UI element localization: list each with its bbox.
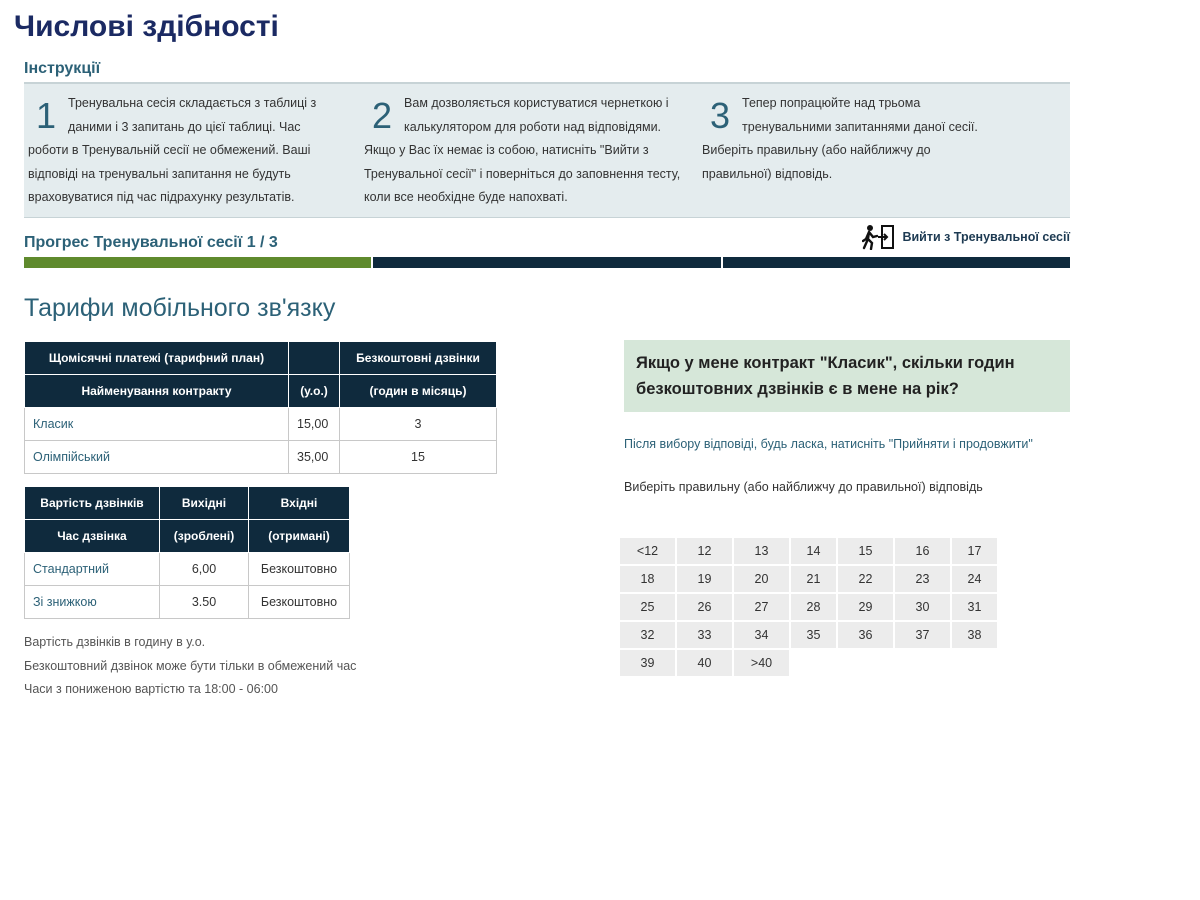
answer-option[interactable]: 39 <box>620 650 675 676</box>
progress-segment <box>723 257 1070 268</box>
table-header: Найменування контракту <box>25 375 289 408</box>
table-header: Безкоштовні дзвінки <box>340 342 497 375</box>
table-header-row <box>25 487 350 520</box>
table-header: Час дзвінка <box>25 520 160 553</box>
table-header: (отримані) <box>249 520 350 553</box>
progress-segment <box>373 257 720 268</box>
table-cell: Безкоштовно <box>249 586 350 619</box>
exit-door-icon <box>862 224 896 250</box>
answer-option[interactable]: 31 <box>952 594 997 620</box>
table-row <box>25 408 497 441</box>
table-cell: 3.50 <box>160 586 249 619</box>
tariff-table <box>24 341 497 474</box>
answer-option[interactable]: 25 <box>620 594 675 620</box>
choose-answer-label: Виберіть правильну (або найближчу до правильної) відповідь <box>624 480 983 494</box>
instruction-number: 2 <box>372 95 393 136</box>
table-header-row <box>25 375 497 408</box>
progress-bar <box>24 257 1070 268</box>
exit-session-link[interactable] <box>862 224 1070 250</box>
instruction-text: Вам дозволяється користуватися чернеткою і калькулятором для роботи над відповідями. Якщо у Вас їх немає із собою, натисніть "Вийти з Тренувальної сесії" і поверніться до заповнення тесту, коли все необхідне буде напохваті. <box>364 96 681 204</box>
table-cell: Безкоштовно <box>249 553 350 586</box>
answer-option[interactable]: 12 <box>677 538 732 564</box>
table-cell: 15 <box>340 441 497 474</box>
table-cell: Зі знижкою <box>25 586 160 619</box>
answer-option[interactable]: <12 <box>620 538 675 564</box>
table-header: (годин в місяць) <box>340 375 497 408</box>
progress-title: Прогрес Тренувальної сесії 1 / 3 <box>24 234 278 251</box>
answer-option[interactable]: 28 <box>791 594 836 620</box>
instruction-3 <box>702 92 1002 186</box>
data-title: Тарифи мобільного зв'язку <box>24 294 336 322</box>
answer-option[interactable]: 27 <box>734 594 789 620</box>
table-header: Вартість дзвінків <box>25 487 160 520</box>
instruction-text: Тренувальна сесія складається з таблиці з даними і 3 запитань до цієї таблиці. Час роботи в Тренувальній сесії не обмежений. Ваші відповіді на тренувальні запитання не будуть враховуватися під час підрахунку результатів. <box>28 96 317 204</box>
answer-option[interactable]: 29 <box>838 594 893 620</box>
table-notes <box>24 631 356 702</box>
answer-option[interactable]: 34 <box>734 622 789 648</box>
note: Безкоштовний дзвінок може бути тільки в обмежений час <box>24 658 357 673</box>
instruction-number: 3 <box>710 95 731 136</box>
answer-option[interactable]: 13 <box>734 538 789 564</box>
table-row <box>25 441 497 474</box>
page-title: Числові здібності <box>14 10 279 43</box>
table-row <box>25 586 350 619</box>
table-cell: Стандартний <box>25 553 160 586</box>
table-header: Вихідні <box>160 487 249 520</box>
progress-segment <box>24 257 371 268</box>
table-header: (зроблені) <box>160 520 249 553</box>
answer-option[interactable]: 18 <box>620 566 675 592</box>
answer-option[interactable]: >40 <box>734 650 789 676</box>
answer-option[interactable]: 23 <box>895 566 950 592</box>
table-header-row <box>25 520 350 553</box>
answer-option[interactable]: 33 <box>677 622 732 648</box>
table-cell: 15,00 <box>289 408 340 441</box>
instruction-text: Тепер попрацюйте над трьома тренувальними запитаннями даної сесії. Виберіть правильну (або найближчу до правильної) відповідь. <box>702 96 978 181</box>
table-header: (у.о.) <box>289 375 340 408</box>
note: Часи з пониженою вартістю та 18:00 - 06:00 <box>24 682 278 696</box>
instruction-number: 1 <box>36 95 57 136</box>
answer-option[interactable]: 15 <box>838 538 893 564</box>
answer-grid <box>620 538 997 676</box>
answer-option[interactable]: 21 <box>791 566 836 592</box>
call-cost-table <box>24 486 350 619</box>
answer-option[interactable]: 38 <box>952 622 997 648</box>
answer-option[interactable]: 14 <box>791 538 836 564</box>
answer-option[interactable]: 26 <box>677 594 732 620</box>
answer-option[interactable]: 24 <box>952 566 997 592</box>
answer-option[interactable]: 30 <box>895 594 950 620</box>
question-box: Якщо у мене контракт "Класик", скільки годин безкоштовних дзвінків є в мене на рік? <box>624 340 1070 412</box>
table-cell: 6,00 <box>160 553 249 586</box>
table-header <box>289 342 340 375</box>
table-cell: Олімпійський <box>25 441 289 474</box>
instruction-2 <box>364 92 684 210</box>
instruction-1 <box>28 92 344 210</box>
answer-option[interactable]: 20 <box>734 566 789 592</box>
instructions-label: Інструкції <box>24 60 101 77</box>
table-cell: 3 <box>340 408 497 441</box>
exit-session-label: Вийти з Тренувальної сесії <box>902 230 1070 244</box>
answer-option[interactable]: 17 <box>952 538 997 564</box>
answer-option[interactable]: 32 <box>620 622 675 648</box>
table-cell: 35,00 <box>289 441 340 474</box>
instruction-hint: Після вибору відповіді, будь ласка, натисніть "Прийняти і продовжити" <box>624 437 1033 451</box>
note: Вартість дзвінків в годину в у.о. <box>24 635 206 649</box>
answer-option[interactable]: 19 <box>677 566 732 592</box>
answer-option[interactable]: 35 <box>791 622 836 648</box>
answer-option[interactable]: 40 <box>677 650 732 676</box>
answer-option[interactable]: 36 <box>838 622 893 648</box>
table-header: Вхідні <box>249 487 350 520</box>
instructions-panel <box>24 82 1070 218</box>
answer-option[interactable]: 16 <box>895 538 950 564</box>
table-header-row <box>25 342 497 375</box>
answer-option[interactable]: 37 <box>895 622 950 648</box>
table-header: Щомісячні платежі (тарифний план) <box>25 342 289 375</box>
table-row <box>25 553 350 586</box>
table-cell: Класик <box>25 408 289 441</box>
answer-option[interactable]: 22 <box>838 566 893 592</box>
